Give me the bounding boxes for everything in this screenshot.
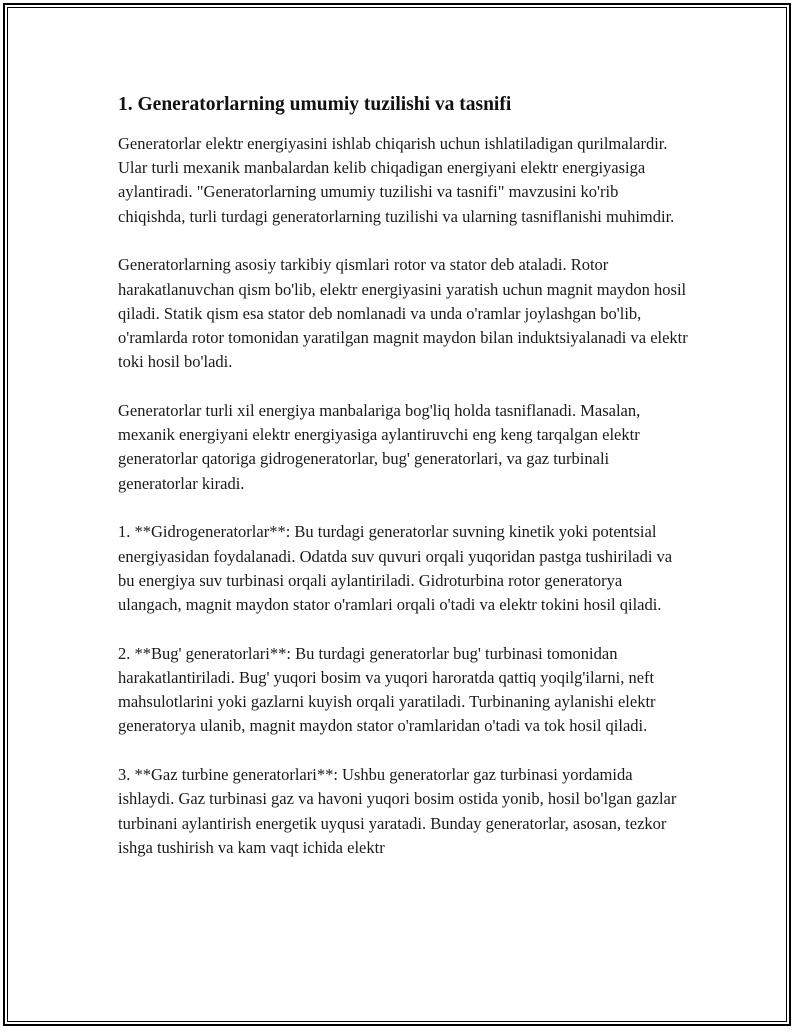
- paragraph-hydrogenerators: 1. **Gidrogeneratorlar**: Bu turdagi generatorlar suvning kinetik yoki potentsial energiyasidan foydalanadi. Odatda suv quvuri orqali yuqoridan pastga tushiriladi va bu energiya suv turbinasi orqali aylantiriladi. Gidroturbina rotor generatorya ulangach, magnit maydon stator o'ramlari orqali o'tadi va elektr tokini hosil qiladi.: [118, 522, 673, 615]
- paragraph-gas-turbine-generators: 3. **Gaz turbine generatorlari**: Ushbu generatorlar gaz turbinasi yordamida ishlaydi. Gaz turbinasi gaz va havoni yuqori bosim ostida yonib, hosil bo'lgan gazlar turbinani aylantirish energetik uyqusi yaratadi. Bunday generatorlar, asosan, tezkor ishga tushirish va kam vaqt ichida elektr: [118, 765, 677, 857]
- paragraph-intro: Generatorlar elektr energiyasini ishlab chiqarish uchun ishlatiladigan qurilmalardir. Ular turli mexanik manbalardan kelib chiqadigan energiyani elektr energiyasiga aylantiradi. "Generatorlarning umumiy tuzilishi va tasnifi" mavzusini ko'rib chiqishda, turli turdagi generatorlarning tuzilishi va ularning tasniflanishi muhimdir.: [118, 134, 675, 226]
- section-heading: 1. Generatorlarning umumiy tuzilishi va tasnifi: [118, 94, 512, 115]
- paragraph-classification: Generatorlar turli xil energiya manbalariga bog'liq holda tasniflanadi. Masalan, mexanik energiyani elektr energiyasiga aylantiruvchi eng keng tarqalgan elektr generatorlar qatoriga gidrogeneratorlar, bug' generatorlari, va gaz turbinali generatorlar kiradi.: [118, 401, 641, 493]
- document-body: [118, 92, 688, 885]
- paragraph-steam-generators: 2. **Bug' generatorlari**: Bu turdagi generatorlar bug' turbinasi tomonidan harakatlantiriladi. Bug' yuqori bosim va yuqori haroratda qattiq yoqilg'ilarni, neft mahsulotlarini yoki gazlarni kuyish orqali yaratiladi. Turbinaning aylanishi elektr generatorya ulanib, magnit maydon stator o'ramlaridan o'tadi va tok hosil qiladi.: [118, 643, 656, 736]
- paragraph-rotor-stator: Generatorlarning asosiy tarkibiy qismlari rotor va stator deb ataladi. Rotor harakatlanuvchan qism bo'lib, elektr energiyasini yaratish uchun magnit maydon hosil qiladi. Statik qism esa stator deb nomlanadi va unda o'ramlar joylashgan bo'lib, o'ramlarda rotor tomonidan yaratilgan magnit maydon bilan induktsiyalanadi va elektr toki hosil bo'ladi.: [118, 255, 688, 372]
